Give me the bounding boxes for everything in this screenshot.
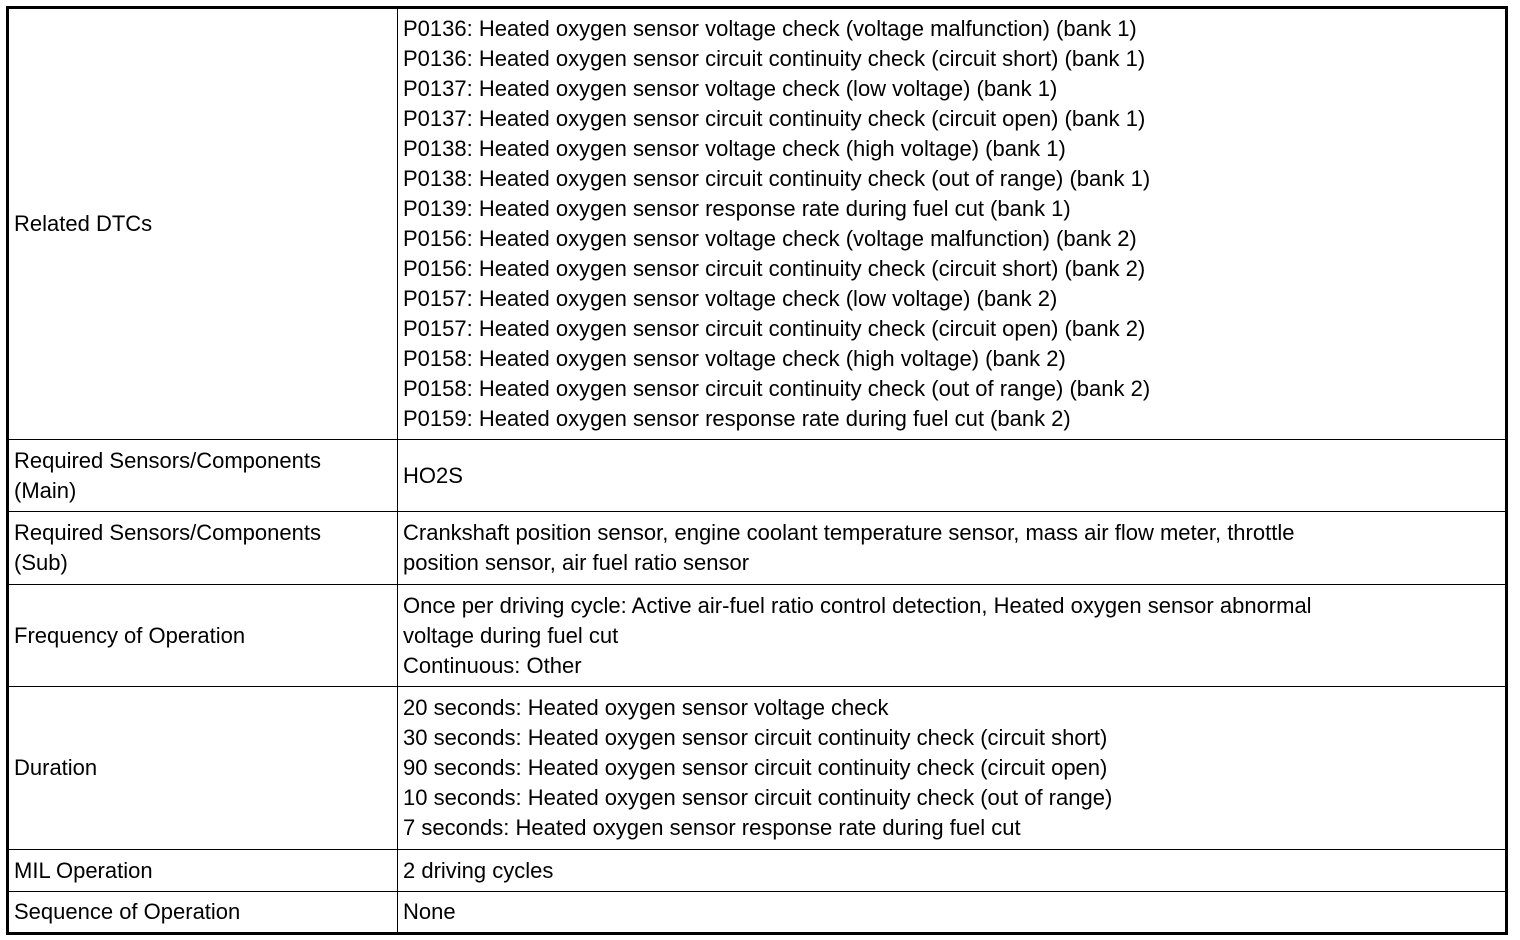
dtc-line: P0138: Heated oxygen sensor voltage check (high voltage) (bank 1) xyxy=(403,136,1066,161)
row-value-sequence xyxy=(398,892,1507,934)
row-value-required-main xyxy=(398,440,1507,512)
table-row xyxy=(8,440,1507,512)
duration-line: 10 seconds: Heated oxygen sensor circuit continuity check (out of range) xyxy=(403,785,1113,810)
frequency-value-line: Continuous: Other xyxy=(403,652,582,678)
table-row xyxy=(8,585,1507,687)
dtc-line: P0137: Heated oxygen sensor voltage check (low voltage) (bank 1) xyxy=(403,76,1058,101)
duration-line: 7 seconds: Heated oxygen sensor response rate during fuel cut xyxy=(403,815,1021,840)
dtc-line: P0156: Heated oxygen sensor voltage check (voltage malfunction) (bank 2) xyxy=(403,226,1137,251)
row-label-sequence xyxy=(8,892,398,934)
monitor-spec-table xyxy=(6,6,1508,935)
row-label-frequency xyxy=(8,585,398,687)
row-value-duration xyxy=(398,687,1507,850)
required-sub-value-line: position sensor, air fuel ratio sensor xyxy=(403,550,750,575)
row-label-mil-operation xyxy=(8,850,398,892)
dtc-line: P0157: Heated oxygen sensor circuit continuity check (circuit open) (bank 2) xyxy=(403,316,1146,341)
table-row xyxy=(8,8,1507,440)
related-dtcs-label: Related DTCs xyxy=(14,211,153,236)
dtc-line: P0138: Heated oxygen sensor circuit continuity check (out of range) (bank 1) xyxy=(403,166,1151,191)
dtc-line: P0139: Heated oxygen sensor response rate during fuel cut (bank 1) xyxy=(403,196,1071,221)
required-sub-label-line: (Sub) xyxy=(14,550,68,575)
dtc-line: P0157: Heated oxygen sensor voltage check (low voltage) (bank 2) xyxy=(403,286,1058,311)
duration-line: 90 seconds: Heated oxygen sensor circuit continuity check (circuit open) xyxy=(403,755,1108,780)
sequence-label: Sequence of Operation xyxy=(14,899,241,924)
mil-operation-value: 2 driving cycles xyxy=(403,857,554,883)
sequence-value: None xyxy=(403,899,456,924)
row-label-related-dtcs xyxy=(8,8,398,440)
duration-label: Duration xyxy=(14,755,98,780)
row-value-mil-operation xyxy=(398,850,1507,892)
row-value-related-dtcs xyxy=(398,8,1507,440)
dtc-line: P0158: Heated oxygen sensor circuit continuity check (out of range) (bank 2) xyxy=(403,376,1151,401)
row-value-frequency xyxy=(398,585,1507,687)
mil-operation-label: MIL Operation xyxy=(14,857,153,883)
row-value-required-sub xyxy=(398,512,1507,585)
row-label-required-main xyxy=(8,440,398,512)
table-row xyxy=(8,512,1507,585)
required-main-label-line: Required Sensors/Components xyxy=(14,447,321,473)
dtc-line: P0156: Heated oxygen sensor circuit continuity check (circuit short) (bank 2) xyxy=(403,256,1146,281)
frequency-label: Frequency of Operation xyxy=(14,622,246,648)
frequency-value-line: voltage during fuel cut xyxy=(403,622,619,648)
duration-line: 20 seconds: Heated oxygen sensor voltage check xyxy=(403,695,889,720)
dtc-line: P0158: Heated oxygen sensor voltage check (high voltage) (bank 2) xyxy=(403,346,1066,371)
dtc-line: P0159: Heated oxygen sensor response rate during fuel cut (bank 2) xyxy=(403,406,1071,431)
required-main-value: HO2S xyxy=(403,462,463,488)
dtc-line: P0136: Heated oxygen sensor circuit continuity check (circuit short) (bank 1) xyxy=(403,46,1146,71)
row-label-duration xyxy=(8,687,398,850)
duration-line: 30 seconds: Heated oxygen sensor circuit continuity check (circuit short) xyxy=(403,725,1108,750)
dtc-line: P0137: Heated oxygen sensor circuit continuity check (circuit open) (bank 1) xyxy=(403,106,1146,131)
table-row xyxy=(8,892,1507,934)
required-sub-label-line: Required Sensors/Components xyxy=(14,520,321,545)
table-row xyxy=(8,850,1507,892)
required-main-label-line: (Main) xyxy=(14,477,77,503)
row-label-required-sub xyxy=(8,512,398,585)
table-row xyxy=(8,687,1507,850)
required-sub-value-line: Crankshaft position sensor, engine coolant temperature sensor, mass air flow meter, throttle xyxy=(403,520,1295,545)
frequency-value-line: Once per driving cycle: Active air-fuel ratio control detection, Heated oxygen sensor abnormal xyxy=(403,592,1312,618)
dtc-line: P0136: Heated oxygen sensor voltage check (voltage malfunction) (bank 1) xyxy=(403,16,1137,41)
